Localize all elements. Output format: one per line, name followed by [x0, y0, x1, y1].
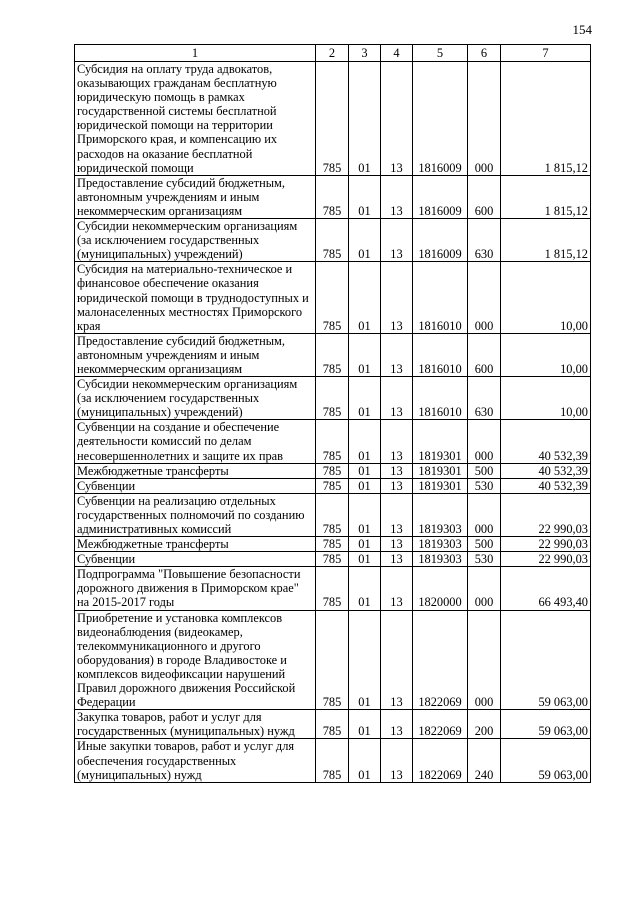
target-article-cell: 1816010 [413, 377, 468, 420]
section-code-cell: 01 [349, 262, 381, 333]
header-cell: 4 [381, 45, 413, 62]
target-article-cell: 1822069 [413, 739, 468, 782]
section-code-cell: 01 [349, 610, 381, 710]
ministry-code-cell: 785 [316, 333, 349, 376]
table-row [75, 478, 591, 493]
table-row [75, 710, 591, 739]
section-code-cell: 01 [349, 478, 381, 493]
table-row [75, 567, 591, 610]
ministry-code-cell: 785 [316, 478, 349, 493]
target-article-cell: 1816010 [413, 333, 468, 376]
target-article-cell: 1819301 [413, 420, 468, 463]
subsection-code-cell: 13 [381, 62, 413, 176]
amount-cell: 59 063,00 [501, 710, 591, 739]
expense-type-cell: 530 [468, 478, 501, 493]
amount-cell: 10,00 [501, 333, 591, 376]
item-name-cell: Субвенции на создание и обеспечение деятельности комиссий по делам несовершеннолетних и защите их прав [75, 420, 316, 463]
expense-type-cell: 000 [468, 567, 501, 610]
header-cell: 6 [468, 45, 501, 62]
header-cell: 2 [316, 45, 349, 62]
table-row [75, 552, 591, 567]
subsection-code-cell: 13 [381, 537, 413, 552]
ministry-code-cell: 785 [316, 537, 349, 552]
amount-cell: 10,00 [501, 262, 591, 333]
subsection-code-cell: 13 [381, 552, 413, 567]
item-name-cell: Субвенции [75, 478, 316, 493]
target-article-cell: 1819301 [413, 463, 468, 478]
item-name-cell: Субсидия на оплату труда адвокатов, оказывающих гражданам бесплатную юридическую помощь в рамках государственной системы бесплатной юридической помощи на территории Приморского края, и компенсацию их расходов на оказание бесплатной юридической помощи [75, 62, 316, 176]
amount-cell: 40 532,39 [501, 478, 591, 493]
amount-cell: 1 815,12 [501, 219, 591, 262]
item-name-cell: Субвенции на реализацию отдельных государственных полномочий по созданию административных комиссий [75, 493, 316, 536]
expense-type-cell: 240 [468, 739, 501, 782]
subsection-code-cell: 13 [381, 420, 413, 463]
table-row [75, 493, 591, 536]
table-row [75, 62, 591, 176]
section-code-cell: 01 [349, 463, 381, 478]
ministry-code-cell: 785 [316, 610, 349, 710]
subsection-code-cell: 13 [381, 175, 413, 218]
table-row [75, 463, 591, 478]
amount-cell: 22 990,03 [501, 493, 591, 536]
subsection-code-cell: 13 [381, 333, 413, 376]
item-name-cell: Субсидия на материально-техническое и финансовое обеспечение оказания юридической помощи в труднодоступных и малонаселенных местностях Приморского края [75, 262, 316, 333]
subsection-code-cell: 13 [381, 493, 413, 536]
section-code-cell: 01 [349, 333, 381, 376]
expense-type-cell: 000 [468, 610, 501, 710]
amount-cell: 10,00 [501, 377, 591, 420]
item-name-cell: Иные закупки товаров, работ и услуг для обеспечения государственных (муниципальных) нужд [75, 739, 316, 782]
target-article-cell: 1816009 [413, 62, 468, 176]
item-name-cell: Предоставление субсидий бюджетным, автономным учреждениям и иным некоммерческим организациям [75, 175, 316, 218]
table-row [75, 537, 591, 552]
target-article-cell: 1820000 [413, 567, 468, 610]
target-article-cell: 1819303 [413, 493, 468, 536]
item-name-cell: Приобретение и установка комплексов видеонаблюдения (видеокамер, телекоммуникационного и другого оборудования) в городе Владивостоке и комплексов видеофиксации нарушений Правил дорожного движения Российской Федерации [75, 610, 316, 710]
expense-type-cell: 000 [468, 62, 501, 176]
subsection-code-cell: 13 [381, 739, 413, 782]
header-cell: 5 [413, 45, 468, 62]
section-code-cell: 01 [349, 493, 381, 536]
expense-type-cell: 600 [468, 333, 501, 376]
subsection-code-cell: 13 [381, 478, 413, 493]
table-row [75, 420, 591, 463]
item-name-cell: Закупка товаров, работ и услуг для государственных (муниципальных) нужд [75, 710, 316, 739]
page-number: 154 [572, 22, 592, 37]
amount-cell: 22 990,03 [501, 552, 591, 567]
section-code-cell: 01 [349, 377, 381, 420]
subsection-code-cell: 13 [381, 463, 413, 478]
section-code-cell: 01 [349, 710, 381, 739]
ministry-code-cell: 785 [316, 219, 349, 262]
table-row [75, 175, 591, 218]
item-name-cell: Субвенции [75, 552, 316, 567]
amount-cell: 66 493,40 [501, 567, 591, 610]
section-code-cell: 01 [349, 219, 381, 262]
target-article-cell: 1816009 [413, 219, 468, 262]
item-name-cell: Субсидии некоммерческим организациям (за исключением государственных (муниципальных) учреждений) [75, 219, 316, 262]
ministry-code-cell: 785 [316, 739, 349, 782]
table-row [75, 333, 591, 376]
expense-type-cell: 600 [468, 175, 501, 218]
expense-type-cell: 000 [468, 262, 501, 333]
ministry-code-cell: 785 [316, 463, 349, 478]
section-code-cell: 01 [349, 552, 381, 567]
amount-cell: 22 990,03 [501, 537, 591, 552]
amount-cell: 1 815,12 [501, 175, 591, 218]
subsection-code-cell: 13 [381, 710, 413, 739]
expense-type-cell: 630 [468, 377, 501, 420]
ministry-code-cell: 785 [316, 552, 349, 567]
ministry-code-cell: 785 [316, 175, 349, 218]
section-code-cell: 01 [349, 62, 381, 176]
item-name-cell: Межбюджетные трансферты [75, 537, 316, 552]
ministry-code-cell: 785 [316, 493, 349, 536]
table-row [75, 610, 591, 710]
ministry-code-cell: 785 [316, 262, 349, 333]
subsection-code-cell: 13 [381, 262, 413, 333]
section-code-cell: 01 [349, 537, 381, 552]
item-name-cell: Межбюджетные трансферты [75, 463, 316, 478]
subsection-code-cell: 13 [381, 219, 413, 262]
amount-cell: 40 532,39 [501, 463, 591, 478]
budget-table [74, 44, 591, 783]
expense-type-cell: 500 [468, 537, 501, 552]
target-article-cell: 1819303 [413, 552, 468, 567]
header-cell: 7 [501, 45, 591, 62]
item-name-cell: Предоставление субсидий бюджетным, автономным учреждениям и иным некоммерческим организациям [75, 333, 316, 376]
header-row [75, 45, 591, 62]
ministry-code-cell: 785 [316, 710, 349, 739]
subsection-code-cell: 13 [381, 610, 413, 710]
ministry-code-cell: 785 [316, 62, 349, 176]
amount-cell: 59 063,00 [501, 739, 591, 782]
target-article-cell: 1816009 [413, 175, 468, 218]
ministry-code-cell: 785 [316, 567, 349, 610]
target-article-cell: 1816010 [413, 262, 468, 333]
amount-cell: 59 063,00 [501, 610, 591, 710]
amount-cell: 40 532,39 [501, 420, 591, 463]
table-row [75, 739, 591, 782]
target-article-cell: 1819303 [413, 537, 468, 552]
expense-type-cell: 200 [468, 710, 501, 739]
section-code-cell: 01 [349, 739, 381, 782]
header-cell: 3 [349, 45, 381, 62]
item-name-cell: Субсидии некоммерческим организациям (за исключением государственных (муниципальных) учреждений) [75, 377, 316, 420]
section-code-cell: 01 [349, 420, 381, 463]
expense-type-cell: 530 [468, 552, 501, 567]
subsection-code-cell: 13 [381, 567, 413, 610]
target-article-cell: 1819301 [413, 478, 468, 493]
header-cell: 1 [75, 45, 316, 62]
target-article-cell: 1822069 [413, 710, 468, 739]
expense-type-cell: 000 [468, 420, 501, 463]
subsection-code-cell: 13 [381, 377, 413, 420]
item-name-cell: Подпрограмма "Повышение безопасности дорожного движения в Приморском крае" на 2015-2017 годы [75, 567, 316, 610]
table-row [75, 262, 591, 333]
expense-type-cell: 630 [468, 219, 501, 262]
ministry-code-cell: 785 [316, 377, 349, 420]
target-article-cell: 1822069 [413, 610, 468, 710]
expense-type-cell: 500 [468, 463, 501, 478]
section-code-cell: 01 [349, 175, 381, 218]
table-row [75, 219, 591, 262]
table-row [75, 377, 591, 420]
ministry-code-cell: 785 [316, 420, 349, 463]
expense-type-cell: 000 [468, 493, 501, 536]
section-code-cell: 01 [349, 567, 381, 610]
amount-cell: 1 815,12 [501, 62, 591, 176]
